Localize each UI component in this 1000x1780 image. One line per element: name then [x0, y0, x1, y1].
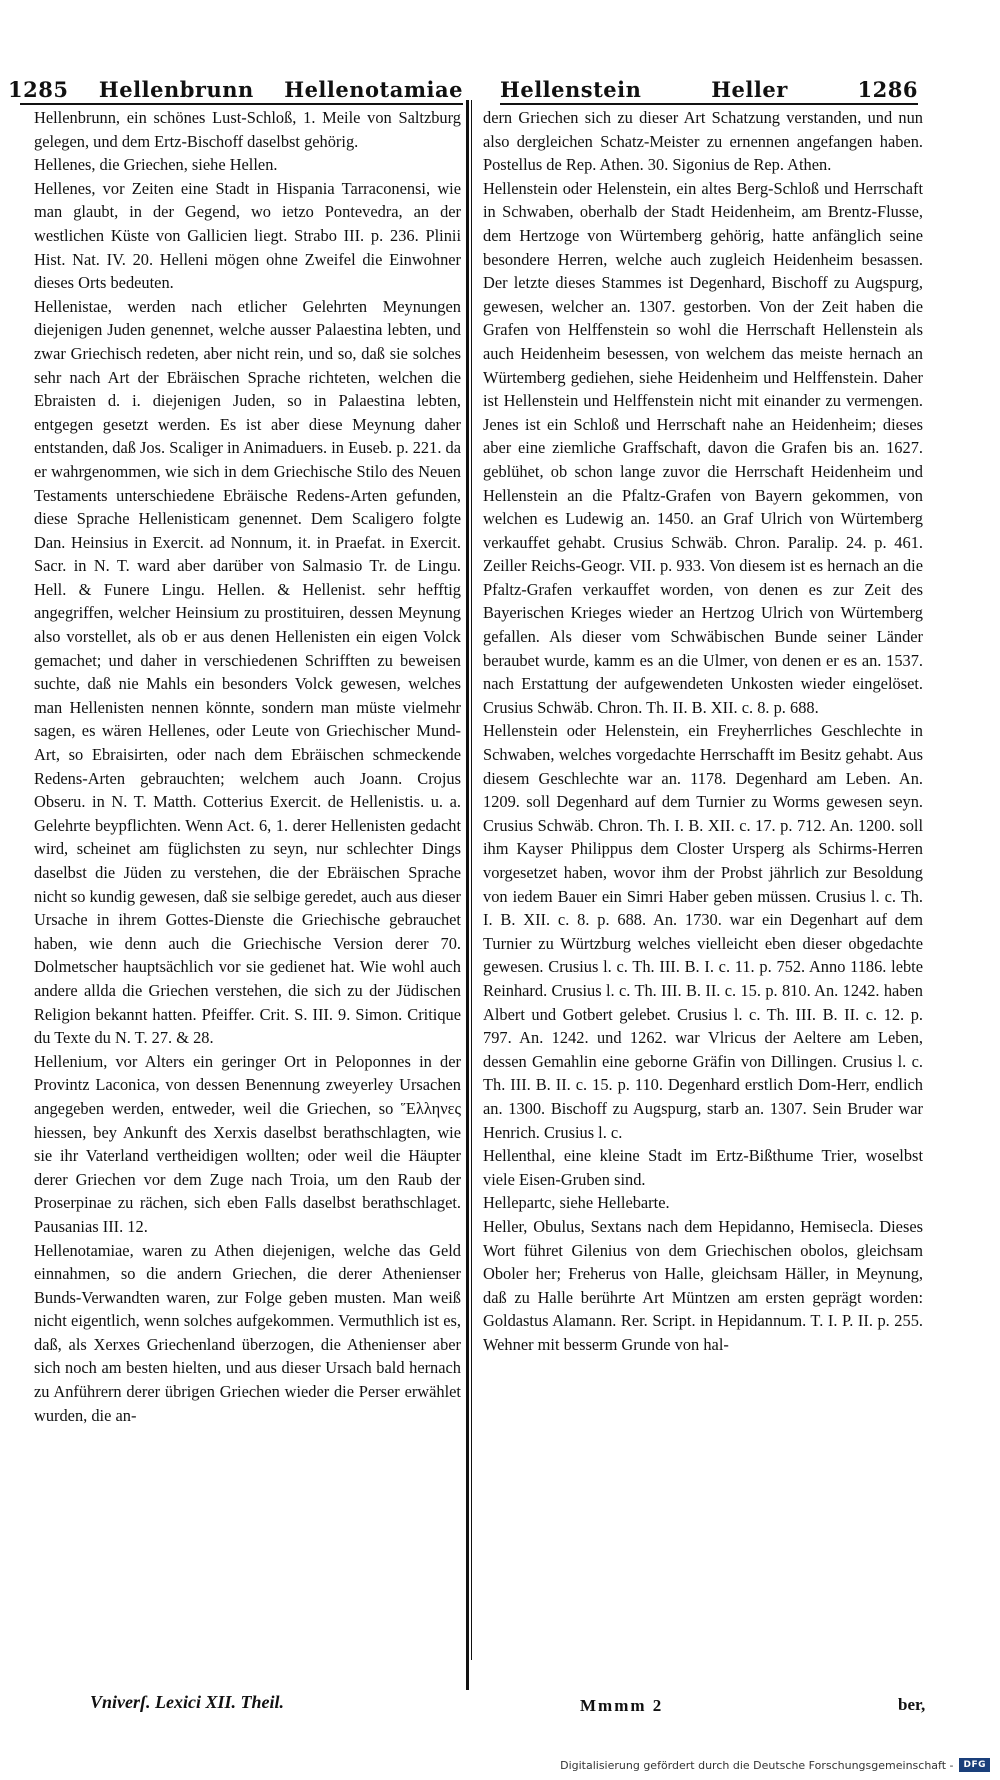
dfg-logo: DFG	[959, 1758, 990, 1772]
header-rule-right	[500, 103, 918, 105]
entry-hellenbrunn: Hellenbrunn, ein schönes Lust-Schloß, 1. Meile von Saltzburg gelegen, und dem Ertz-Bischoff daselbst gehörig.	[34, 108, 461, 151]
column-divider-thin	[471, 100, 472, 1660]
digitization-credit	[560, 1756, 990, 1774]
entry-heller: Heller, Obulus, Sextans nach dem Hepidanno, Hemisecla. Dieses Wort führet Gilenius von dem Griechischen obolos, gleichsam Oboler her; Freherus von Halle, gleichsam Häller, in Meynung, daß zu Halle berührte Art Müntzen am ersten geprägt worden: Goldastus Alamann. Rer. Script. in Hepidannum. T. I. P. II. p. 255. Wehner mit besserm Grunde von hal-	[483, 1216, 923, 1354]
entry-hellenstein-castle: Hellenstein oder Helenstein, ein altes Berg-Schloß und Herrschaft in Schwaben, oberhalb der Stadt Heidenheim, am Brentz-Flusse, dem Hertzoge von Würtemberg gehörig, hatte anfänglich seine besondere Herren, welche auch zugleich Heidenheim besassen. Der letzte dieses Stammes ist Degenhard, Bischoff zu Augspurg, gewesen, welcher an. 1307. gestorben. Von der Zeit haben die Grafen von Helffenstein so wohl die Herrschaft Hellenstein als auch Heidenheim besessen, von welchem das meiste hernach an Würtemberg gediehen, siehe Heidenheim und Helffenstein. Daher ist Hellenstein und Helffenstein nicht mit einander zu vermengen. Jenes ist ein Schloß und Herrschaft nahe an Heidenheim; dieses aber eine ziemliche Graffschaft, davon die Grafen bis an. 1627. geblühet, ob schon lange zuvor die Herrschaft Heidenheim und Hellenstein an die Pfaltz-Grafen von Bayern gekommen, von welchen es Ludewig an. 1450. an Graf Ulrich von Würtemberg verkauffet gehabt. Crusius Schwäb. Chron. Paralip. 24. p. 461. Zeiller Reichs-Geogr. VII. p. 933. Von diesem ist es hernach an die Pfaltz-Grafen verkauffet worden, von denen es zur Zeit des Bayerischen Krieges wieder an Hertzog Ulrich von Würtemberg gefallen. Als dieser vom Schwäbischen Bunde seiner Länder beraubet wurde, kamm es an die Ulmer, von denen er es an. 1537. nach Erstattung der aufgewendeten Unkosten wieder eingelöset. Crusius Schwäb. Chron. Th. II. B. XII. c. 8. p. 688.	[483, 178, 923, 717]
credit-text: Digitalisierung gefördert durch die Deutsche Forschungsgemeinschaft -	[560, 1758, 954, 1772]
left-column	[34, 106, 461, 1427]
page-number-right: 1286	[857, 77, 918, 102]
head-word-left-1: Hellenbrunn	[98, 77, 254, 102]
head-word-right-2: Heller	[711, 77, 788, 102]
entry-hellepartc: Hellepartc, siehe Hellebarte.	[483, 1193, 670, 1213]
head-word-left-2: Hellenotamiae	[284, 77, 463, 102]
entry-hellenes-1: Hellenes, die Griechen, siehe Hellen.	[34, 155, 278, 175]
header-rule-left	[20, 103, 463, 105]
running-head-left	[8, 60, 463, 102]
entry-hellenes-2: Hellenes, vor Zeiten eine Stadt in Hispania Tarraconensi, wie man glaubt, in der Gegend, wo ietzo Pontevedra, an der westlichen Küste von Gallicien liegt. Strabo III. p. 236. Plinii Hist. Nat. IV. 20. Helleni mögen ohne Zweifel die Einwohner dieses Orts bedeuten.	[34, 178, 461, 293]
running-head-right	[500, 60, 918, 102]
page-number-left: 1285	[8, 77, 69, 102]
sheet-signature: Mmmm 2	[580, 1696, 664, 1715]
volume-signature: Vniverſ. Lexici XII. Theil.	[90, 1692, 284, 1712]
entry-hellenotamiae-continued: dern Griechen sich zu dieser Art Schatzung verstanden, und nun also dergleichen Schatz-Meister zu ernennen angefangen haben. Postellus de Rep. Athen. 30. Sigonius de Rep. Athen.	[483, 108, 923, 175]
entry-hellenium: Hellenium, vor Alters ein geringer Ort in Peloponnes in der Provintz Laconica, von dessen Benennung zweyerley Ursachen angegeben werden, entweder, weil die Griechen, so Ἕλληνες hiessen, bey Ankunft des Xerxis daselbst berathschlagten, wie sie ihr Vaterland vertheidigen wollten; oder weil die Häupter derer Griechen vor dem Zuge nach Troia, um den Raub der Proserpinae zu rächen, sich eben Falls daselbst berathschlaget. Pausanias III. 12.	[34, 1051, 461, 1236]
head-word-right-1: Hellenstein	[500, 77, 642, 102]
entry-hellenstein-family: Hellenstein oder Helenstein, ein Freyherrliches Geschlechte in Schwaben, welches vorgedachte Herrschafft im Besitz gehabt. Aus diesem Geschlechte war an. 1178. Degenhard am Leben. An. 1209. soll Degenhard auf dem Turnier zu Worms gewesen seyn. Crusius Schwäb. Chron. Th. I. B. XII. c. 17. p. 712. An. 1200. soll ihm Kayser Philippus dem Closter Ursperg als Schirms-Herren vorgesetzet haben, wovor ihm der Probst jährlich zur Besoldung von iedem Bauer ein Simri Haber geben müssen. Crusius l. c. Th. I. B. XII. c. 8. p. 688. An. 1730. war ein Degenhart auf dem Turnier zu Würtzburg welches vielleicht eben dieser obgedachte gewesen. Crusius l. c. Th. III. B. I. c. 11. p. 752. Anno 1186. lebte Reinhard. Crusius l. c. Th. III. B. II. c. 15. p. 810. An. 1242. haben Albert und Gotbert gelebet. Crusius l. c. Th. III. B. II. c. 12. p. 797. An. 1242. und 1262. war Vlricus der Aeltere am Leben, dessen Gemahlin eine geborne Gräfin von Dillingen. Crusius l. c. Th. III. B. II. c. 15. p. 110. Degenhard erstlich Dom-Herr, endlich an. 1300. Bischoff zu Augspurg, starb an. 1307. Sein Bruder war Henrich. Crusius l. c.	[483, 721, 923, 1142]
catchword: ber,	[898, 1695, 926, 1714]
right-column	[483, 106, 923, 1356]
entry-hellenthal: Hellenthal, eine kleine Stadt im Ertz-Bißthume Trier, woselbst viele Eisen-Gruben sind.	[483, 1146, 923, 1189]
column-divider	[466, 100, 469, 1690]
entry-hellenistae: Hellenistae, werden nach etlicher Gelehrten Meynungen diejenigen Juden genennet, welche ausser Palaestina lebten, und zwar Griechisch redeten, aber nicht rein, und so, daß sie solches sehr nach Art der Ebräischen Sprache richteten, welchen die Ebraisten d. i. diejenigen Juden, so in Palaestina lebten, entgegen gesetzt werden. Es ist aber diese Meynung daher entstanden, daß Jos. Scaliger in Animaduers. in Euseb. p. 221. da er wahrgenommen, wie sich in dem Griechische Stilo des Neuen Testaments unterschiedene Ebräische Redens-Arten gefunden, diese Sprache Hellenisticam genennet. Dem Scaligero folgte Dan. Heinsius in Exercit. ad Nonnum, it. in Praefat. in Exercit. Sacr. in N. T. ward aber darüber von Salmasio Tr. de Lingu. Hell. & Funere Lingu. Hellen. & Hellenist. sehr hefftig angegriffen, welcher Heinsium zu prostituiren, dessen Meynung also vorstellet, als ob er aus denen Hellenisten ein eigen Volck gemachet; und daher in verschiedenen Schrifften zu beweisen suchte, daß nie Mahls ein besonders Volck gewesen, welches man Hellenisten nennen könnte, sondern man müste vielmehr sagen, es wären Hellenes, oder Leute von Griechischer Mund-Art, so Ebraisirten, oder nach dem Ebräischen schmeckende Redens-Arten gebrauchten; welchem auch Joann. Crojus Obseru. in N. T. Matth. Cotterius Exercit. de Hellenistis. u. a. Gelehrte beypflichten. Wenn Act. 6, 1. derer Hellenisten gedacht wird, scheinet am füglichsten zu seyn, nur schlechter Dings daselbst die Jüden zu verstehen, die der Ebräischen Sprache nicht so kundig gewesen, daß sie selbige geredet, auch aus dieser Ursache in ihrem Gottes-Dienste die Griechische gebrauchet haben, wie denn auch die Griechische Version derer 70. Dolmetscher hauptsächlich vor sie gedienet hat. Wie wohl auch andere allda die Griechen verstehen, die sich zu der Jüdischen Religion bekannt hatten. Pfeiffer. Crit. S. III. 9. Simon. Critique du Texte du N. T. 27. & 28.	[34, 296, 461, 1048]
entry-hellenotamiae: Hellenotamiae, waren zu Athen diejenigen, welche das Geld einnahmen, so die andern Griechen, die derer Athenienser Bunds-Verwandten waren, zur Folge geben musten. Man weiß nicht eigentlich, wenn solches aufgekommen. Vermuthlich ist es, daß, als Xerxes Griechenland überzogen, die Athenienser aber sich noch am besten hielten, und aus dieser Ursach bald hernach zu Anführern derer übrigen Griechen wieder die Perser erwählet wurden, die an-	[34, 1240, 461, 1425]
